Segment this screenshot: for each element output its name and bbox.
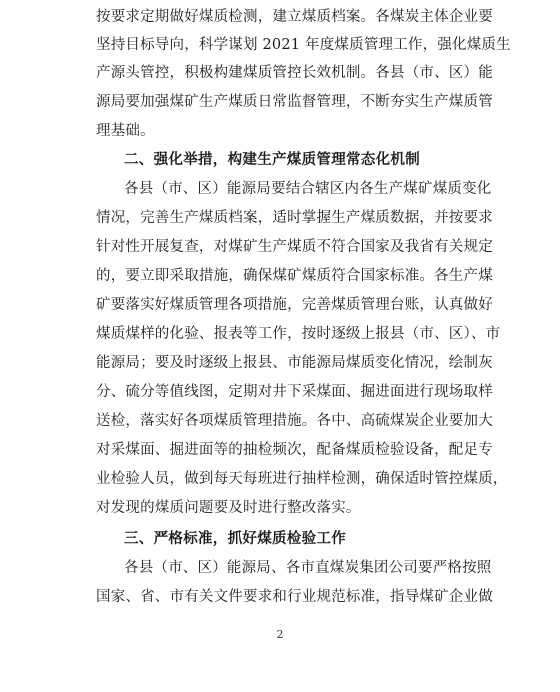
text-line: 矿要落实好煤质管理各项措施，完善煤质管理台账，认真做好: [96, 297, 493, 313]
text-line: 按要求定期做好煤质检测，建立煤质档案。各煤炭主体企业要: [96, 9, 493, 25]
text-line: 产源头管控，积极构建煤质管控长效机制。各县（市、区）能: [96, 65, 493, 81]
text-line: 送检，落实好各项煤质管理措施。各中、高硫煤炭企业要加大: [96, 413, 493, 429]
section-heading-2: 二、强化举措，构建生产煤质管理常态化机制: [124, 152, 420, 168]
text-line: 坚持目标导向，科学谋划 2021 年度煤质管理工作，强化煤质生: [96, 37, 511, 53]
text-line: 各县（市、区）能源局、各市直煤炭集团公司要严格按照: [124, 560, 492, 576]
section-heading-3: 三、严格标准，抓好煤质检验工作: [124, 531, 346, 547]
text-line: 业检验人员，做到每天每班进行抽样检测，确保适时管控煤质，: [96, 471, 508, 487]
text-line: 国家、省、市有关文件要求和行业规范标准，指导煤矿企业做: [96, 589, 493, 605]
text-line: 各县（市、区）能源局要结合辖区内各生产煤矿煤质变化: [124, 181, 492, 197]
text-line: 对采煤面、掘进面等的抽检频次，配备煤质检验设备，配足专: [96, 442, 493, 458]
text-line: 对发现的煤质问题要及时进行整改落实。: [96, 500, 361, 516]
page-number: 2: [276, 628, 284, 641]
text-line: 的，要立即采取措施，确保煤矿煤质符合国家标准。各生产煤: [96, 268, 493, 284]
text-line: 理基础。: [96, 123, 155, 139]
text-line: 分、硫分等值线图，定期对井下采煤面、掘进面进行现场取样: [96, 384, 493, 400]
text-line: 源局要加强煤矿生产煤质日常监督管理，不断夯实生产煤质管: [96, 94, 493, 110]
text-line: 煤质煤样的化验、报表等工作，按时逐级上报县（市、区）、市: [96, 326, 501, 342]
text-line: 情况，完善生产煤质档案，适时掌握生产煤质数据，并按要求: [96, 210, 493, 226]
text-line: 针对性开展复查，对煤矿生产煤质不符合国家及我省有关规定: [96, 239, 493, 255]
text-line: 能源局；要及时逐级上报县、市能源局煤质变化情况，绘制灰: [96, 355, 493, 371]
